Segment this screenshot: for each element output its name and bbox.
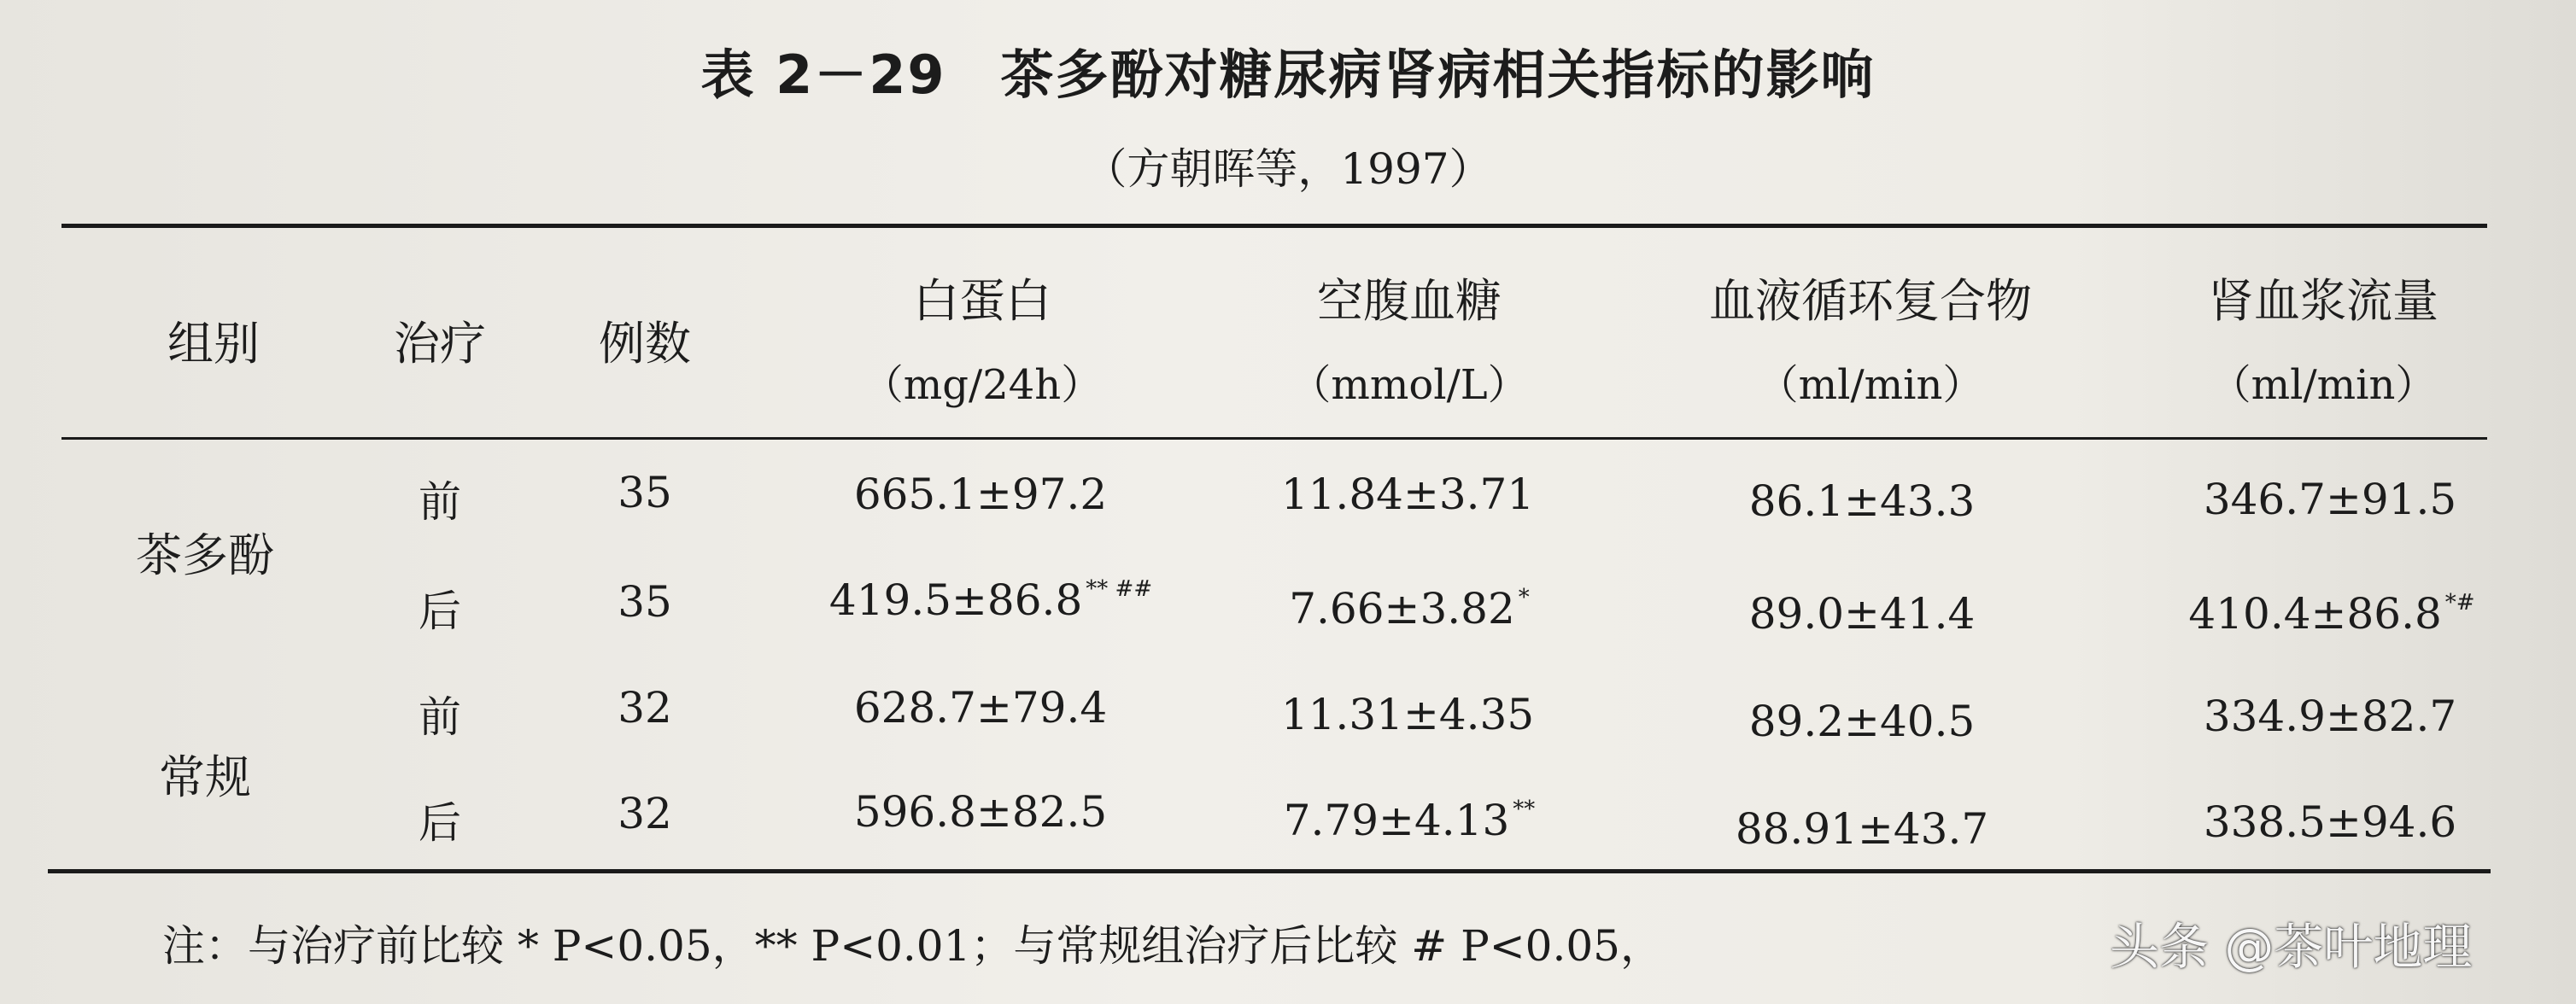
row-immune-complex: 89.0±41.4 <box>1748 589 1976 639</box>
row-albumin: 596.8±82.5 <box>853 787 1108 837</box>
row-immune-complex: 88.91±43.7 <box>1735 804 1989 854</box>
header-immune-complex-unit: （ml/min） <box>1757 361 1984 409</box>
header-glucose: 空腹血糖 <box>1317 274 1502 328</box>
header-renal-flow-unit: （ml/min） <box>2210 361 2437 409</box>
table-footnote: 注：与治疗前比较 * P<0.05，** P<0.01；与常规组治疗后比较 # P<0.05， <box>162 921 1663 971</box>
row-treatment: 后 <box>419 798 461 848</box>
row-count: 35 <box>618 468 672 517</box>
row-glucose: 11.31±4.35 <box>1280 690 1535 739</box>
top-rule <box>61 224 2487 228</box>
row-immune-complex: 86.1±43.3 <box>1748 476 1976 526</box>
table-title: 表 2－29 茶多酚对糖尿病肾病相关指标的影响 <box>700 44 1876 106</box>
header-renal-flow: 肾血浆流量 <box>2208 274 2438 328</box>
row-count: 32 <box>618 683 672 733</box>
row-glucose: 11.84±3.71 <box>1280 470 1535 519</box>
row-renal-flow: 410.4±86.8 *# <box>2188 589 2475 639</box>
header-group: 组别 <box>167 317 260 371</box>
header-count: 例数 <box>599 317 691 371</box>
header-glucose-unit: （mmol/L） <box>1290 361 1529 409</box>
header-albumin-unit: （mg/24h） <box>862 361 1103 409</box>
header-albumin: 白蛋白 <box>913 274 1051 328</box>
row-renal-flow: 338.5±94.6 <box>2203 797 2457 847</box>
row-treatment: 后 <box>419 587 461 636</box>
row-glucose: 7.79±4.13 ** <box>1283 796 1536 845</box>
row-count: 35 <box>618 577 672 627</box>
row-treatment: 前 <box>419 477 461 527</box>
row-albumin: 628.7±79.4 <box>853 683 1108 733</box>
header-treatment: 治疗 <box>394 317 486 371</box>
header-rule <box>61 437 2487 440</box>
row-count: 32 <box>618 789 672 838</box>
watermark: 头条 @茶叶地理 <box>2110 918 2473 976</box>
row-albumin: 665.1±97.2 <box>853 470 1108 519</box>
table-subtitle: （方朝晖等，1997） <box>1084 144 1492 194</box>
row-glucose: 7.66±3.82 * <box>1289 584 1530 633</box>
row-renal-flow: 346.7±91.5 <box>2203 475 2457 524</box>
row-albumin: 419.5±86.8 ** ## <box>828 575 1153 625</box>
row-immune-complex: 89.2±40.5 <box>1748 697 1976 746</box>
row-renal-flow: 334.9±82.7 <box>2203 692 2457 741</box>
bottom-rule <box>48 869 2491 873</box>
group-label: 常规 <box>159 750 251 804</box>
group-label: 茶多酚 <box>136 528 274 582</box>
header-immune-complex: 血液循环复合物 <box>1709 274 2032 328</box>
row-treatment: 前 <box>419 692 461 742</box>
